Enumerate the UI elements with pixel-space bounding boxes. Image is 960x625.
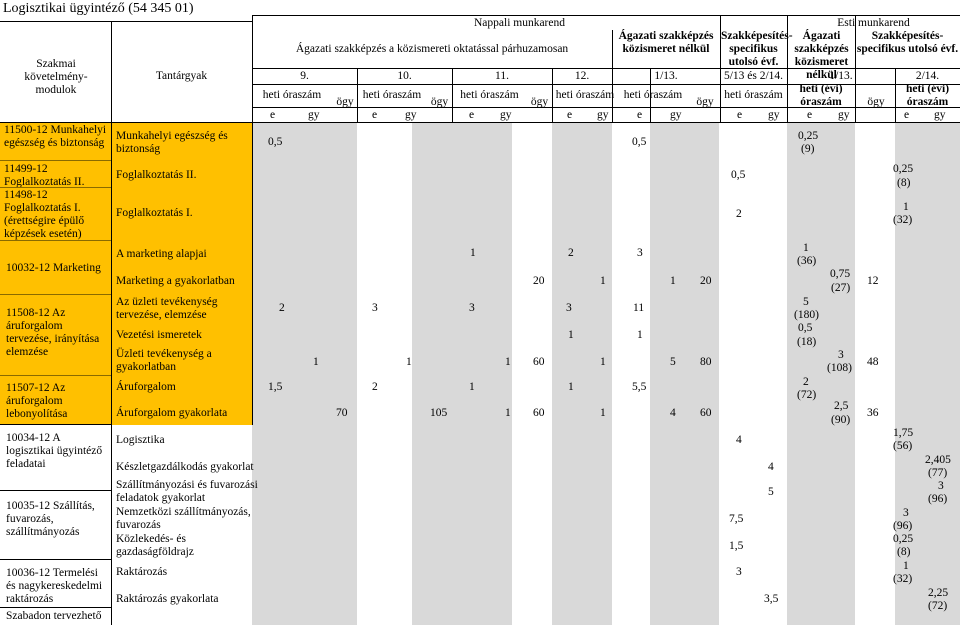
divider — [0, 240, 111, 241]
sector-header: Ágazati szakképzés közismeret nélkül — [618, 30, 714, 55]
cell-value: 36 — [867, 407, 879, 419]
cell-value: (77) — [928, 467, 948, 479]
subject-label: Nemzetközi szállítmányozás, fuvarozás — [116, 506, 251, 531]
cell-value: 1 — [568, 381, 574, 393]
cell-value: 12 — [867, 275, 879, 287]
cell-value: 20 — [700, 275, 712, 287]
cell-value: 80 — [700, 356, 712, 368]
practice-label: ögy — [336, 96, 354, 108]
cell-value: 2,405 — [925, 454, 951, 466]
cell-value: (96) — [893, 520, 913, 532]
cell-value: 3 — [637, 247, 643, 259]
sector-header-evening: Ágazati szakképzés közismeret nélkül — [794, 30, 849, 81]
cell-value: 5 — [670, 356, 676, 368]
cell-value: 1 — [600, 407, 606, 419]
divider — [0, 294, 111, 295]
divider — [252, 122, 253, 425]
weekly-annual-label: heti (évi) óraszám — [905, 83, 950, 108]
cell-value: 1 — [600, 275, 606, 287]
cell-value: 1 — [470, 247, 476, 259]
gy-label: gy — [768, 109, 780, 121]
cell-value: 7,5 — [729, 513, 744, 525]
grey-band — [252, 122, 357, 625]
cell-value: 0,5 — [798, 322, 813, 334]
weekly-hours-label: heti óraszám — [362, 89, 422, 101]
year-label: 2/14. — [915, 70, 940, 82]
year-label: 10. — [397, 70, 412, 82]
practice-label: ögy — [867, 96, 885, 108]
e-label: e — [637, 109, 643, 121]
subject-label: A marketing alapjai — [116, 248, 207, 260]
weekly-annual-label: heti (évi) óraszám — [799, 83, 843, 108]
gy-label: gy — [308, 109, 320, 121]
cell-value: 1 — [568, 329, 574, 341]
gy-label: gy — [670, 109, 682, 121]
cell-value: 3 — [469, 302, 475, 314]
specific-header: Szakképesítés-specifikus utolsó évf. — [721, 30, 793, 68]
gy-label: gy — [405, 109, 417, 121]
subject-label: Munkahelyi egészség és biztonság — [116, 130, 228, 155]
weekly-hours-label: heti óraszám — [555, 89, 615, 101]
cell-value: (96) — [928, 493, 948, 505]
cell-value: 1 — [469, 381, 475, 393]
module-label: 11507-12 Az áruforgalom lebonyolítása — [6, 382, 68, 420]
cell-value: 2 — [736, 208, 742, 220]
cell-value: 0,25 — [893, 533, 914, 545]
cell-value: 4 — [768, 461, 774, 473]
year-label: 11. — [495, 70, 509, 82]
cell-value: 0,25 — [798, 130, 819, 142]
cell-value: 4 — [670, 407, 676, 419]
module-label: 11498-12 Foglalkoztatás I. (érettségire épülő képzések esetén) — [4, 189, 85, 240]
year-label: 12. — [574, 70, 590, 82]
weekly-hours-label: heti óraszám — [623, 89, 683, 101]
e-label: e — [372, 109, 378, 121]
e-label: e — [567, 109, 573, 121]
cell-value: 1,75 — [893, 427, 914, 439]
subject-label: Áruforgalom gyakorlata — [116, 407, 228, 419]
cell-value: 0,75 — [830, 268, 851, 280]
cell-value: (72) — [928, 600, 948, 612]
subject-label: Készletgazdálkodás gyakorlat — [116, 461, 254, 473]
cell-value: 20 — [533, 275, 545, 287]
year-label: 1/13. — [829, 70, 853, 82]
subjects-header: Tantárgyak — [155, 70, 208, 82]
cell-value: 105 — [430, 407, 448, 419]
cell-value: 5,5 — [632, 381, 647, 393]
cell-value: 1 — [313, 356, 319, 368]
cell-value: 0,5 — [632, 136, 647, 148]
year-label: 9. — [300, 70, 309, 82]
cell-value: 2,5 — [834, 400, 849, 412]
cell-value: 0,5 — [268, 136, 283, 148]
gy-label: gy — [597, 109, 609, 121]
cell-value: 1,5 — [268, 381, 283, 393]
cell-value: (27) — [831, 282, 851, 294]
gy-label: gy — [500, 109, 512, 121]
cell-value: 3 — [736, 566, 742, 578]
cell-value: (72) — [797, 389, 817, 401]
weekly-hours-label: heti óraszám — [724, 89, 783, 101]
gy-label: gy — [838, 109, 850, 121]
cell-value: 1,5 — [729, 540, 744, 552]
e-label: e — [469, 109, 475, 121]
subjects-orange-bg — [111, 122, 252, 425]
divider — [0, 490, 111, 491]
cell-value: 60 — [700, 407, 712, 419]
cell-value: 1 — [600, 356, 606, 368]
cell-value: (18) — [797, 336, 817, 348]
year-label: 5/13 és 2/14. — [723, 70, 784, 82]
cell-value: 5 — [768, 486, 774, 498]
cell-value: 1 — [406, 356, 412, 368]
divider — [252, 15, 960, 16]
cell-value: (32) — [893, 573, 913, 585]
divider — [0, 21, 252, 22]
subject-label: Vezetési ismeretek — [116, 329, 202, 341]
subject-label: Közlekedés- és gazdaságföldrajz — [116, 533, 194, 558]
e-label: e — [737, 109, 743, 121]
cell-value: (36) — [797, 255, 817, 267]
cell-value: 60 — [533, 407, 545, 419]
cell-value: 2 — [372, 381, 378, 393]
divider — [0, 559, 111, 560]
specific-header-evening: Szakképesítés-specifikus utolsó évf. — [856, 30, 959, 55]
cell-value: 1 — [903, 560, 909, 572]
cell-value: (8) — [897, 546, 911, 558]
cell-value: 70 — [336, 407, 348, 419]
weekly-hours-label: heti óraszám — [460, 89, 519, 101]
e-label: e — [270, 109, 276, 121]
divider — [0, 424, 111, 425]
parallel-header: Ágazati szakképzés a közismereti oktatással párhuzamosan — [295, 43, 569, 55]
cell-value: (9) — [801, 143, 815, 155]
cell-value: 1 — [505, 356, 511, 368]
e-label: e — [904, 109, 910, 121]
cell-value: 2 — [803, 376, 809, 388]
cell-value: 2 — [568, 247, 574, 259]
subject-label: Foglalkoztatás I. — [116, 207, 193, 219]
subject-label: Logisztika — [116, 434, 165, 446]
cell-value: 1 — [903, 201, 909, 213]
cell-value: 3 — [903, 507, 909, 519]
divider — [111, 122, 112, 625]
cell-value: 1 — [670, 275, 676, 287]
practice-label: ögy — [430, 96, 449, 108]
cell-value: 1 — [637, 329, 643, 341]
module-label: 10035-12 Szállítás, fuvarozás, szállítmányozás — [6, 500, 95, 538]
page-title: Logisztikai ügyintéző (54 345 01) — [3, 1, 194, 16]
cell-value: (8) — [897, 177, 911, 189]
year-label: 1/13. — [654, 70, 678, 82]
evening-header: Esti munkarend — [837, 17, 910, 29]
subject-label: Az üzleti tevékenység tervezése, elemzése — [116, 296, 218, 321]
cell-value: 2,25 — [928, 587, 949, 599]
module-label: 10032-12 Marketing — [6, 262, 101, 274]
cell-value: 48 — [867, 356, 879, 368]
subject-label: Marketing a gyakorlatban — [116, 275, 235, 287]
cell-value: 2 — [279, 302, 285, 314]
divider — [0, 187, 111, 188]
cell-value: (56) — [893, 440, 913, 452]
divider — [252, 15, 253, 123]
divider — [0, 375, 111, 376]
grey-band — [650, 122, 719, 625]
module-label: 11500-12 Munkahelyi egészség és biztonság — [4, 124, 107, 149]
daytime-header: Nappali munkarend — [473, 17, 565, 29]
cell-value: 0,5 — [731, 169, 746, 181]
cell-value: 3 — [938, 480, 944, 492]
cell-value: 60 — [533, 356, 545, 368]
cell-value: (90) — [831, 414, 851, 426]
cell-value: 3 — [372, 302, 378, 314]
subject-label: Szállítmányozási és fuvarozási feladatok gyakorlat — [116, 479, 258, 504]
module-label: Szabadon tervezhető — [6, 610, 102, 622]
weekly-hours-label: heti óraszám — [262, 89, 322, 101]
module-label: 10034-12 A logisztikai ügyintéző feladatai — [6, 432, 103, 470]
module-label: 11508-12 Az áruforgalom tervezése, irányítása elemzése — [6, 307, 100, 358]
cell-value: 11 — [633, 302, 645, 314]
cell-value: (108) — [827, 362, 852, 374]
modules-header: Szakmai követelmény-modulok — [24, 58, 88, 96]
e-label: e — [807, 109, 813, 121]
cell-value: 4 — [736, 434, 742, 446]
cell-value: 1 — [803, 242, 809, 254]
divider — [0, 607, 111, 608]
grey-band — [552, 122, 612, 625]
subject-label: Raktározás — [116, 566, 168, 578]
divider — [0, 122, 960, 123]
module-label: 11499-12 Foglalkoztatás II. — [4, 163, 85, 188]
subject-label: Raktározás gyakorlata — [116, 593, 219, 605]
cell-value: 3 — [838, 349, 844, 361]
cell-value: 0,25 — [893, 163, 914, 175]
grey-band — [412, 122, 512, 625]
cell-value: 1 — [505, 407, 511, 419]
cell-value: 5 — [803, 296, 809, 308]
practice-label: ögy — [696, 96, 714, 108]
subject-label: Áruforgalom — [116, 381, 176, 393]
subject-label: Foglalkoztatás II. — [116, 169, 197, 181]
cell-value: 3,5 — [764, 593, 779, 605]
divider — [0, 160, 111, 161]
subject-label: Üzleti tevékenység a gyakorlatban — [116, 348, 212, 373]
practice-label: ögy — [530, 96, 549, 108]
module-label: 10036-12 Termelési és nagykereskedelmi raktározás — [6, 567, 103, 605]
cell-value: (32) — [893, 214, 913, 226]
gy-label: gy — [934, 109, 946, 121]
cell-value: (180) — [794, 309, 819, 321]
cell-value: 3 — [566, 302, 572, 314]
